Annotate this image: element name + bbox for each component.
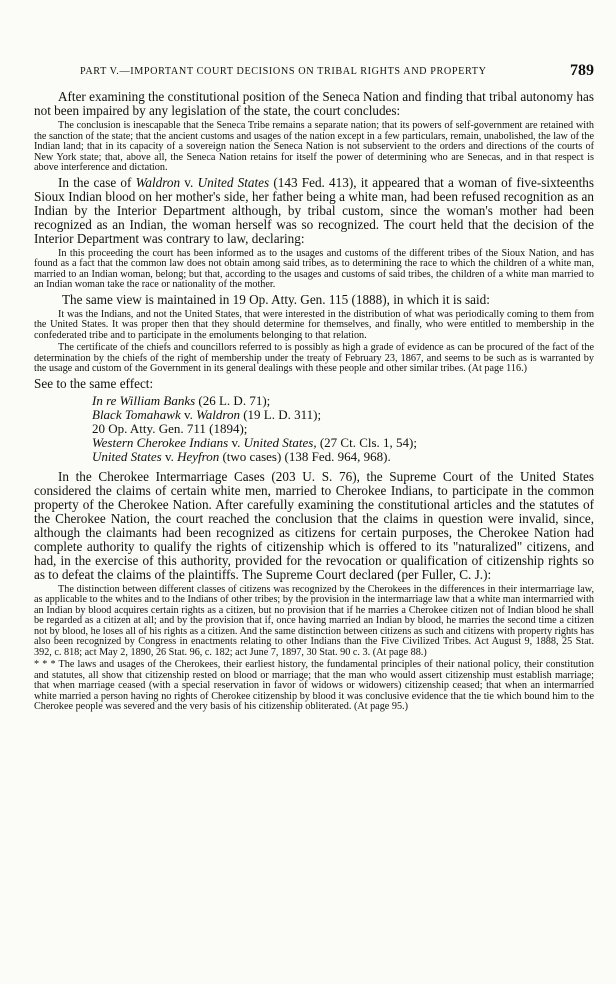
paragraph-atty-gen: The same view is maintained in 19 Op. Atty. Gen. 115 (1888), in which it is said:: [62, 291, 490, 307]
text-fragment: (143 Fed. 413), it appeared that a woman of five-sixteenths Sioux Indian blood on her mother's side, her father being a white man, had been refused recognition as an Indian by the Interior Department although, by tribal custom, since the woman's mother had been recognized as an Indian, the woman herself was so recognized. The court held that the decision of the Interior Department was contrary to law, declaring:: [34, 174, 594, 246]
page-number: 789: [570, 62, 594, 79]
citation-ref: (two cases) (138 Fed. 964, 968).: [219, 449, 391, 465]
running-header: [80, 62, 594, 84]
quote-cherokee-distinction: The distinction between different classes of citizens was recognized by the Cherokees in the differences in their intermarriage law, as applicable to the whites and to the Indians of other tribes; by the provision in the intermarriage law that a white man intermarried with an Indian by blood acquires certain rights as a citizen, but no provision that if he marries a Cherokee citizen not of Indian blood he shall be regarded as a citizen at all; and by the provision that if, once having married an Indian by blood, he marries the second time a citizen not by blood, he loses all of his rights as a citizen. And the same distinction between citizens as such and citizens with property rights has also been recognized by Congress in enactments relating to other Indians than the Five Civilized Tribes. Act August 9, 1888, 25 Stat. 392, c. 818; act May 2, 1890, 26 Stat. 96, c. 182; act June 7, 1897, 30 Stat. 90 c. 3. (At page 88.): [34, 583, 594, 658]
paragraph-cherokee-cases: In the Cherokee Intermarriage Cases (203 U. S. 76), the Supreme Court of the United States considered the claims of certain white men, married to Cherokee Indians, to participate in the common property of the Cherokee Nation. After carefully examining the constitutional articles and the statutes of the Cherokee Nation, the court reached the conclusion that the claims in question were invalid, since, although the claimants had been recognized as citizens for certain purposes, the Cherokee Nation had complete authority to qualify the rights of citizenship which is offered to its "naturalized" citizens, and had, in the exercise of this authority, provided for the revocation or qualification of citizenship rights so as to defeat the claims of the plaintiffs. The Supreme Court declared (per Fuller, C. J.):: [34, 468, 594, 582]
quote-sioux-customs: In this proceeding the court has been informed as to the usages and customs of the different tribes of the Sioux Nation, and has found as a fact that the common law does not obtain among said tribes, as to determining the race to which the children of a white man, married to an Indian woman, belong; but that, according to the usages and customs of said tribes, the children of a white man married to an Indian woman take the race or nationality of the mother.: [34, 247, 594, 290]
paragraph-see-also: See to the same effect:: [34, 375, 154, 391]
case-name-waldron: Waldron: [135, 174, 181, 190]
page-body: [34, 90, 594, 716]
text-fragment: In the case of: [58, 174, 136, 190]
citation-case-2: Heyfron: [177, 449, 220, 465]
citation-item: [92, 436, 594, 450]
citation-versus: v.: [180, 406, 197, 422]
case-name-united-states: United States: [197, 174, 270, 190]
citation-item: [92, 450, 594, 464]
text-fragment: v.: [180, 174, 198, 190]
citation-item: [92, 394, 594, 408]
header-title: PART V.—IMPORTANT COURT DECISIONS ON TRIBAL RIGHTS AND PROPERTY: [80, 66, 487, 77]
paragraph-seneca-intro: After examining the constitutional position of the Seneca Nation and finding that tribal autonomy has not been impaired by any legislation of the state, the court concludes:: [34, 89, 594, 118]
citation-ref: (19 L. D. 311);: [239, 406, 322, 422]
citation-item: [92, 408, 594, 422]
quote-atty-gen-1: It was the Indians, and not the United States, that were interested in the distribution of what was periodically coming to them from the United States. It was proper then that they should determine for themselves, and finally, who were entitled to membership in the confederated tribe and to participate in the emoluments belonging to that relation.: [34, 308, 594, 341]
citation-versus: v.: [228, 435, 244, 451]
paragraph-waldron: [34, 176, 594, 246]
citation-case: Western Cherokee Indians: [92, 435, 229, 451]
citation-ref: 20 Op. Atty. Gen. 711 (1894);: [92, 420, 248, 436]
citation-case-2: United States,: [243, 435, 317, 451]
citation-ref: (26 L. D. 71);: [195, 392, 271, 408]
citation-case: In re William Banks: [92, 392, 196, 408]
citation-list: [34, 394, 594, 465]
citation-case: Black Tomahawk: [92, 406, 181, 422]
quote-atty-gen-2: The certificate of the chiefs and councillors referred to is possibly as high a grade of evidence as can be procured of the fact of the determination by the chiefs of the right of membership under the treaty of February 23, 1867, and seems to be such as is warranted by the usage and custom of the Government in its general dealings with these people and other similar tribes. (At page 116.): [34, 342, 594, 374]
citation-case: United States: [92, 449, 162, 465]
quote-seneca-conclusion: The conclusion is inescapable that the Seneca Tribe remains a separate nation; that its powers of self-government are retained with the sanction of the state; that the ancient customs and usages of the nation except in a few particulars, remain, unabolished, the law of the Indian land; that in its capacity of a sovereign nation the Seneca Nation is not subservient to the orders and directions of the courts of New York state; that, above all, the Seneca Nation retains for itself the power of determining who are Senecas, and in that respect is above interference and dictation.: [34, 120, 594, 173]
citation-ref: (27 Ct. Cls. 1, 54);: [316, 435, 417, 451]
citation-item: [92, 422, 594, 436]
citation-case-2: Waldron: [196, 406, 240, 422]
quote-cherokee-laws: * * * The laws and usages of the Cherokees, their earliest history, the fundamental principles of their national policy, their constitution and statutes, all show that citizenship rested on blood or marriage; that the man who would assert citizenship must establish marriage; that when marriage ceased (with a special reservation in favor of widows or widowers) citizenship ceased; that when an intermarried white married a person having no rights of Cherokee citizenship by blood it was conclusive evidence that the tie which bound him to the Cherokee people was severed and the very basis of his citizenship obliterated. (At page 95.): [34, 659, 594, 713]
citation-versus: v.: [161, 449, 178, 465]
